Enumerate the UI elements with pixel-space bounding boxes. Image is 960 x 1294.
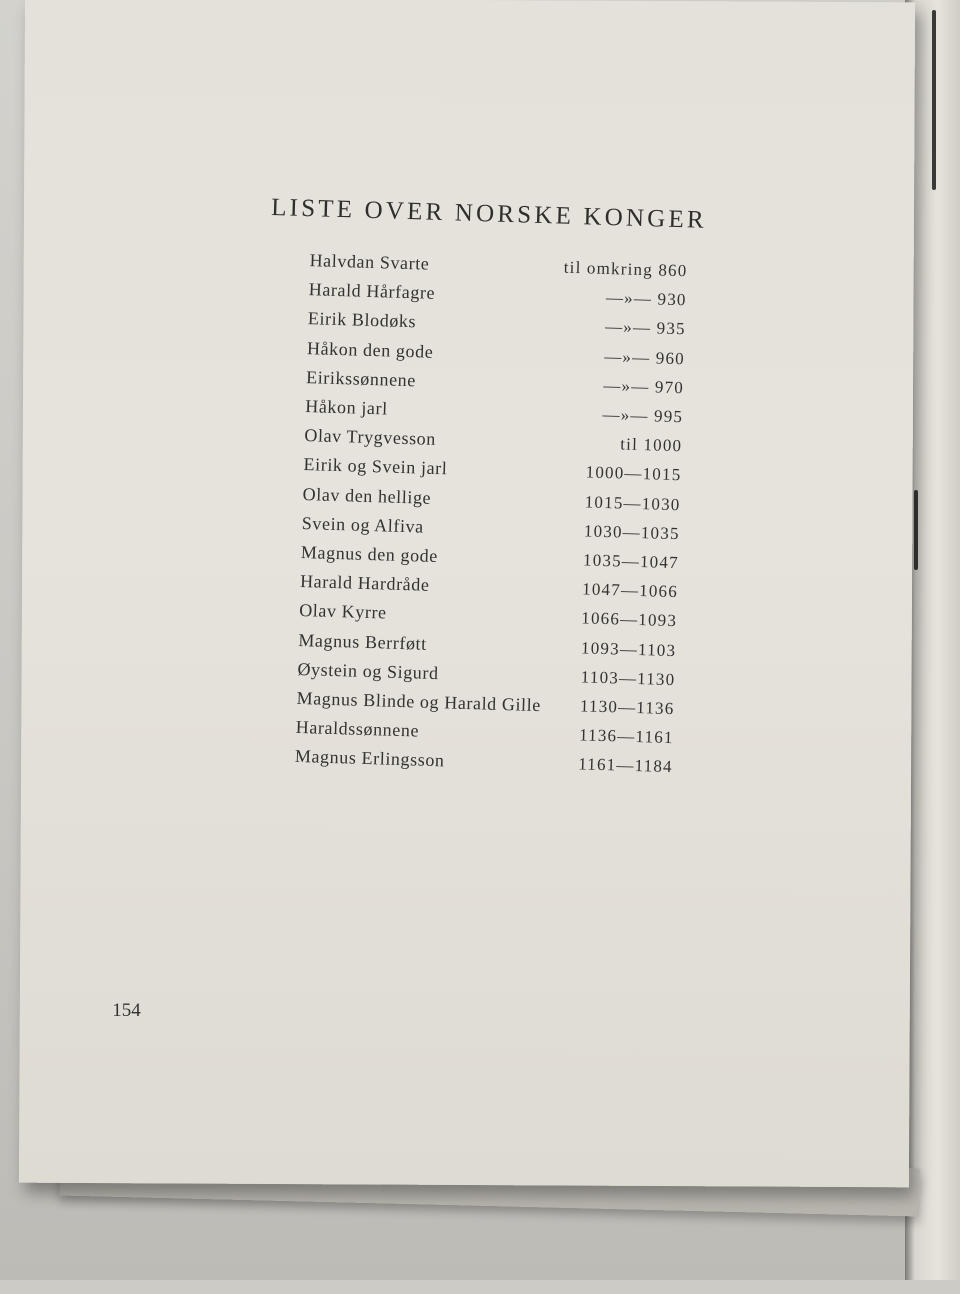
king-name: Håkon den gode [306, 337, 434, 362]
king-name: Haraldssønnene [295, 717, 420, 741]
king-reign: 1130—1136 [579, 696, 675, 719]
king-name: Olav Kyrre [298, 600, 387, 623]
king-name: Magnus Berrføtt [298, 629, 428, 654]
king-reign: 1015—1030 [584, 491, 681, 514]
king-reign: 1136—1161 [578, 725, 674, 748]
king-reign: —»— 970 [603, 375, 685, 398]
king-name: Magnus Blinde og Harald Gille [296, 687, 542, 716]
king-reign: 1030—1035 [583, 521, 680, 544]
page-title: LISTE OVER NORSKE KONGER [270, 193, 708, 234]
king-reign: —»— 995 [602, 404, 684, 427]
king-reign: —»— 935 [604, 317, 687, 339]
king-name: Magnus den gode [300, 542, 439, 567]
king-name: Harald Hårfagre [308, 279, 436, 304]
king-reign: 1103—1130 [580, 667, 676, 689]
page-number: 154 [112, 1000, 141, 1022]
king-reign: 1093—1103 [580, 637, 677, 660]
king-reign: til omkring 860 [563, 257, 688, 281]
king-name: Øystein og Sigurd [297, 658, 439, 683]
king-reign: 1161—1184 [577, 754, 674, 777]
king-reign: —»— 930 [605, 288, 687, 310]
king-name: Svein og Alfiva [301, 512, 425, 537]
king-name: Eirikssønnene [305, 366, 417, 391]
king-reign: 1066—1093 [581, 608, 678, 631]
king-name: Harald Hardråde [299, 571, 430, 596]
king-reign: 1047—1066 [581, 579, 679, 602]
king-name: Eirik Blodøks [307, 308, 417, 332]
king-reign: 1000—1015 [585, 462, 682, 485]
king-name: Halvdan Svarte [309, 250, 430, 274]
king-reign: 1035—1047 [582, 550, 680, 573]
king-name: Magnus Erlingsson [294, 746, 445, 771]
king-reign: til 1000 [620, 434, 683, 456]
king-name: Håkon jarl [305, 396, 389, 419]
king-name: Olav Trygvesson [304, 425, 437, 450]
king-reign: —»— 960 [603, 346, 686, 368]
king-name: Eirik og Svein jarl [303, 454, 448, 479]
king-name: Olav den hellige [302, 483, 432, 508]
